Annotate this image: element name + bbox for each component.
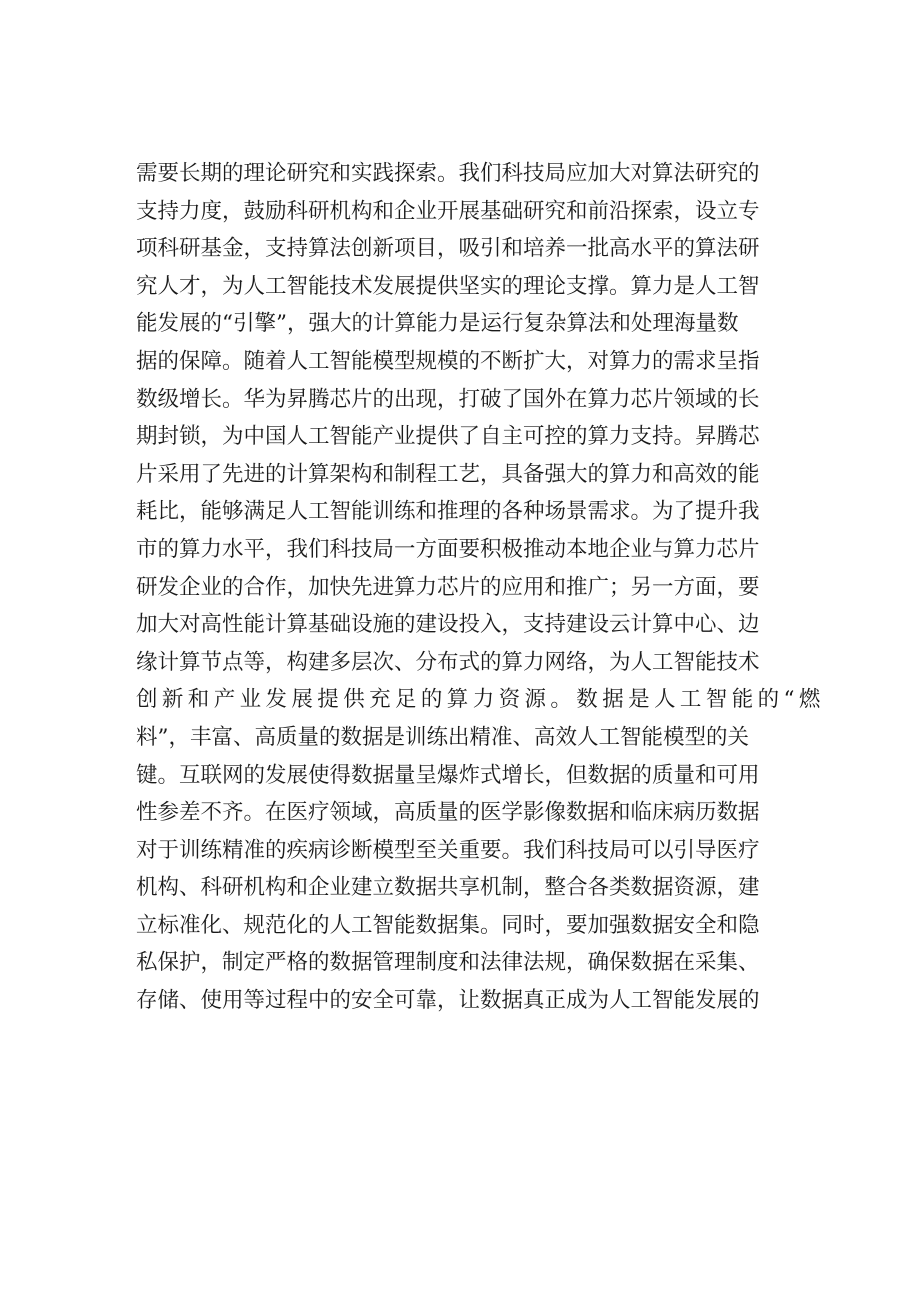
text-line: 性参差不齐。在医疗领域，高质量的医学影像数据和临床病历数据 xyxy=(136,800,760,826)
text-line: 能发展的“引擎”，强大的计算能力是运行复杂算法和处理海量数 xyxy=(136,311,739,337)
text-line: 项科研基金，支持算法创新项目，吸引和培养一批高水平的算法研 xyxy=(136,236,760,262)
text-line: 料”，丰富、高质量的数据是训练出精准、高效人工智能模型的关 xyxy=(136,724,749,750)
text-line: 机构、科研机构和企业建立数据共享机制，整合各类数据资源，建 xyxy=(136,875,760,901)
text-line: 键。互联网的发展使得数据量呈爆炸式增长，但数据的质量和可用 xyxy=(136,762,760,788)
text-line: 耗比，能够满足人工智能训练和推理的各种场景需求。为了提升我 xyxy=(136,499,760,525)
text-line: 加大对高性能计算基础设施的建设投入，支持建设云计算中心、边 xyxy=(136,612,760,638)
text-line: 私保护，制定严格的数据管理制度和法律法规，确保数据在采集、 xyxy=(136,950,760,976)
text-line: 对于训练精准的疾病诊断模型至关重要。我们科技局可以引导医疗 xyxy=(136,837,760,863)
text-line: 创新和产业发展提供充足的算力资源。数据是人工智能的“燃 xyxy=(136,687,825,713)
text-line: 存储、使用等过程中的安全可靠，让数据真正成为人工智能发展的 xyxy=(136,988,760,1014)
text-line: 缘计算节点等，构建多层次、分布式的算力网络，为人工智能技术 xyxy=(136,649,760,675)
text-line: 数级增长。华为昇腾芯片的出现，打破了国外在算力芯片领域的长 xyxy=(136,386,760,412)
text-line: 研发企业的合作，加快先进算力芯片的应用和推广；另一方面，要 xyxy=(136,574,760,600)
text-line: 支持力度，鼓励科研机构和企业开展基础研究和前沿探索，设立专 xyxy=(136,198,760,224)
text-line: 究人才，为人工智能技术发展提供坚实的理论支撑。算力是人工智 xyxy=(136,273,760,299)
text-line: 期封锁，为中国人工智能产业提供了自主可控的算力支持。昇腾芯 xyxy=(136,424,760,450)
text-line: 市的算力水平，我们科技局一方面要积极推动本地企业与算力芯片 xyxy=(136,536,760,562)
text-line: 据的保障。随着人工智能模型规模的不断扩大，对算力的需求呈指 xyxy=(136,348,760,374)
text-line: 片采用了先进的计算架构和制程工艺，具备强大的算力和高效的能 xyxy=(136,461,760,487)
text-line: 立标准化、规范化的人工智能数据集。同时，要加强数据安全和隐 xyxy=(136,912,760,938)
body-paragraph xyxy=(136,155,825,1020)
text-line: 需要长期的理论研究和实践探索。我们科技局应加大对算法研究的 xyxy=(136,161,760,186)
